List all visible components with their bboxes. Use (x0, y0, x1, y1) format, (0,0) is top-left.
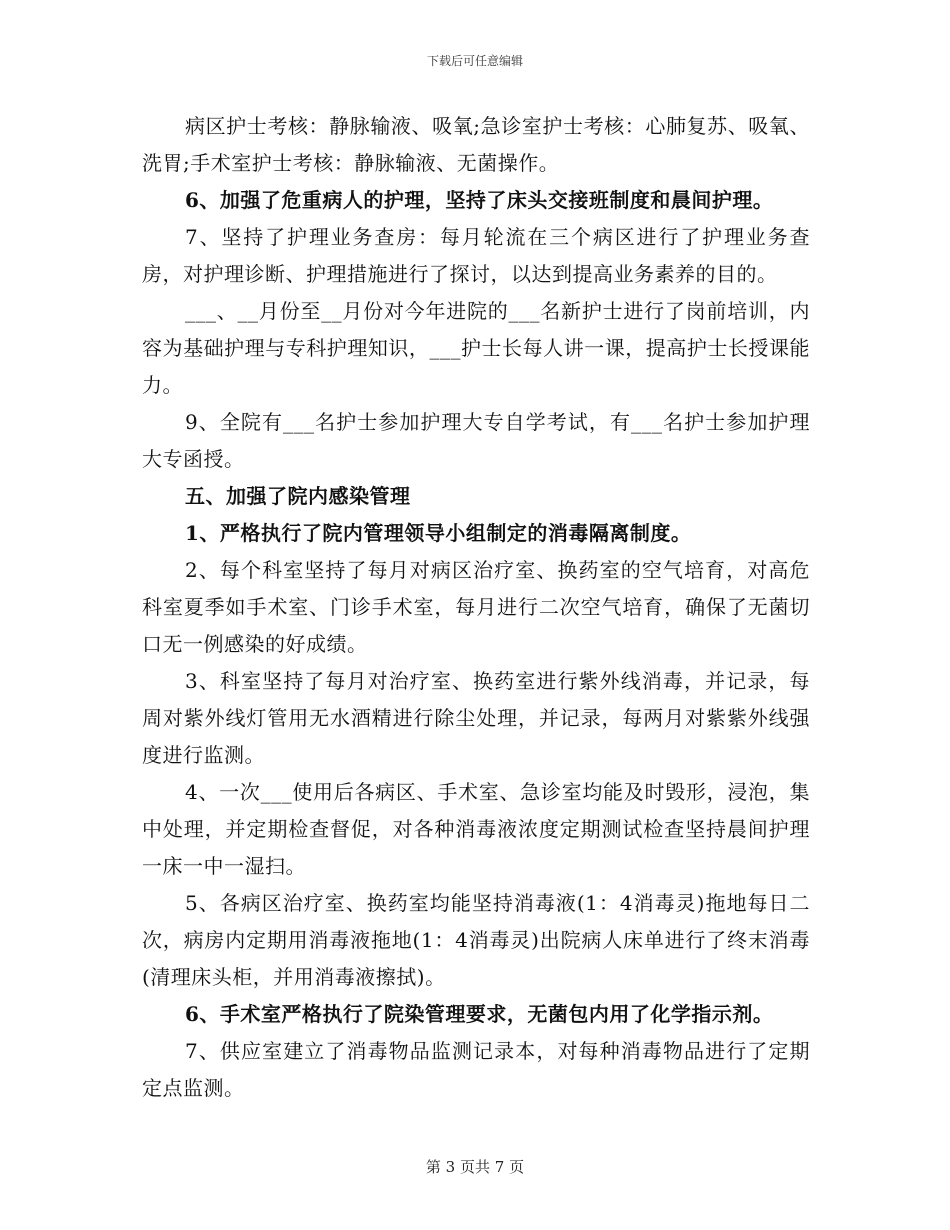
paragraph-3: 7、坚持了护理业务查房：每月轮流在三个病区进行了护理业务查房，对护理诊断、护理措施进行了探讨，以达到提高业务素养的目的。 (142, 225, 810, 286)
page-footer: 第 3 页共 7 页 (425, 1158, 525, 1176)
paragraph-12: 6、手术室严格执行了院染管理要求，无菌包内用了化学指示剂。 (185, 1002, 774, 1026)
paragraph-11: 5、各病区治疗室、换药室均能坚持消毒液(1：4消毒灵)拖地每日二次，病房内定期用消毒液拖地(1：4消毒灵)出院病人床单进行了终末消毒(清理床头柜，并用消毒液擦拭)。 (142, 891, 810, 989)
paragraph-10: 4、一次___使用后各病区、手术室、急诊室均能及时毁形，浸泡，集中处理，并定期检查督促，对各种消毒液浓度定期测试检查坚持晨间护理一床一中一湿扫。 (142, 780, 810, 878)
section-heading: 五、加强了院内感染管理 (185, 484, 411, 508)
document-body (142, 108, 810, 1107)
paragraph-7: 1、严格执行了院内管理领导小组制定的消毒隔离制度。 (185, 521, 692, 545)
paragraph-8: 2、每个科室坚持了每月对病区治疗室、换药室的空气培育，对高危科室夏季如手术室、门诊手术室，每月进行二次空气培育，确保了无菌切口无一例感染的好成绩。 (142, 558, 810, 656)
paragraph-1: 病区护士考核：静脉输液、吸氧;急诊室护士考核：心肺复苏、吸氧、洗胃;手术室护士考核：静脉输液、无菌操作。 (142, 114, 810, 175)
paragraph-2: 6、加强了危重病人的护理，坚持了床头交接班制度和晨间护理。 (185, 188, 774, 212)
page-header: 下载后可任意编辑 (426, 54, 523, 68)
paragraph-4: ___、__月份至__月份对今年进院的___名新护士进行了岗前培训，内容为基础护理与专科护理知识，___护士长每人讲一课，提高护士长授课能力。 (142, 299, 810, 397)
paragraph-9: 3、科室坚持了每月对治疗室、换药室进行紫外线消毒，并记录，每周对紫外线灯管用无水酒精进行除尘处理，并记录，每两月对紫紫外线强度进行监测。 (142, 669, 810, 767)
paragraph-5: 9、全院有___名护士参加护理大专自学考试，有___名护士参加护理大专函授。 (142, 410, 810, 471)
paragraph-13: 7、供应室建立了消毒物品监测记录本，对每种消毒物品进行了定期定点监测。 (142, 1039, 810, 1100)
